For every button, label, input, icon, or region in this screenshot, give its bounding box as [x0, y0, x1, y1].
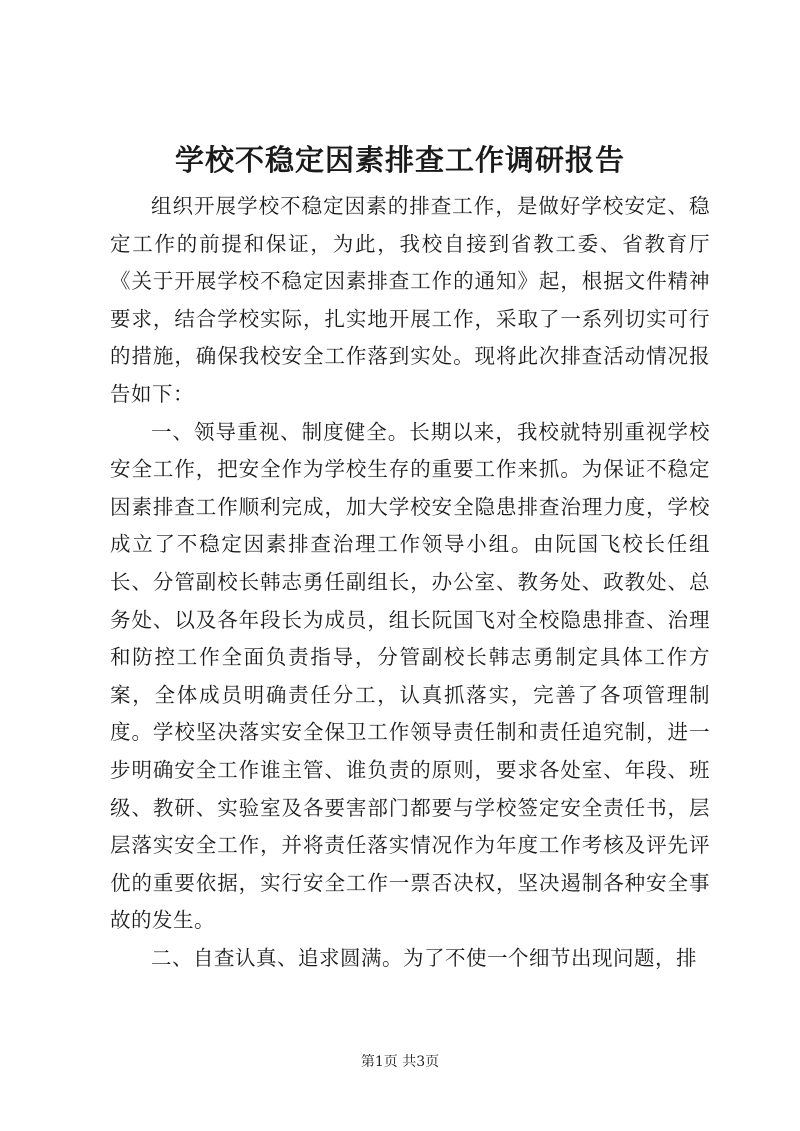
document-title: 学校不稳定因素排查工作调研报告	[174, 143, 625, 177]
document-body	[110, 188, 710, 977]
page-number-footer: 第1页 共3页	[360, 1054, 440, 1070]
paragraph-intro: 组织开展学校不稳定因素的排查工作，是做好学校安定、稳定工作的前提和保证，为此，我校自接到省教工委、省教育厅《关于开展学校不稳定因素排查工作的通知》起，根据文件精神要求，结合学校实际，扎实地开展工作，采取了一系列切实可行的措施，确保我校安全工作落到实处。现将此次排查活动情况报告如下：	[110, 194, 710, 406]
paragraph-section-one: 一、领导重视、制度健全。长期以来，我校就特别重视学校安全工作，把安全作为学校生存的重要工作来抓。为保证不稳定因素排查工作顺利完成，加大学校安全隐患排查治理力度，学校成立了不稳定因素排查治理工作领导小组。由阮国飞校长任组长、分管副校长韩志勇任副组长，办公室、教务处、政教处、总务处、以及各年段长为成员，组长阮国飞对全校隐患排查、治理和防控工作全面负责指导，分管副校长韩志勇制定具体工作方案，全体成员明确责任分工，认真抓落实，完善了各项管理制度。学校坚决落实安全保卫工作领导责任制和责任追究制，进一步明确安全工作谁主管、谁负责的原则，要求各处室、年段、班级、教研、实验室及各要害部门都要与学校签定安全责任书，层层落实安全工作，并将责任落实情况作为年度工作考核及评先评优的重要依据，实行安全工作一票否决权，坚决遏制各种安全事故的发生。	[110, 419, 710, 933]
paragraph-section-two: 二、自查认真、追求圆满。为了不使一个细节出现问题，排	[151, 945, 697, 970]
